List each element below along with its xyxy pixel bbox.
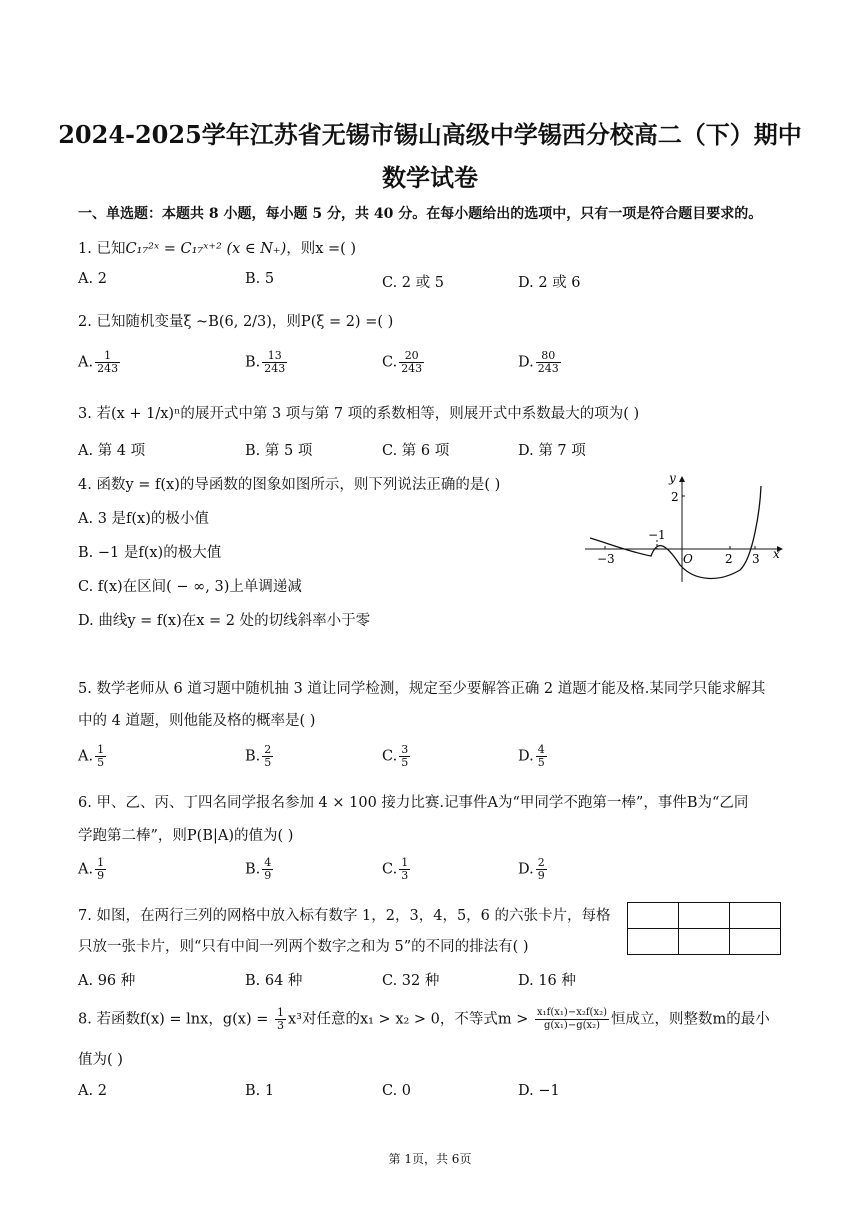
grid-cell <box>730 903 781 929</box>
q3-option-d: D. 第 7 项 <box>518 443 586 459</box>
q5-option-c: C. $\frac{3}{5}$ <box>382 743 409 769</box>
graph-label-3: 3 <box>752 552 760 566</box>
q5-option-d: D. $\frac{4}{5}$ <box>518 743 545 769</box>
q2-option-a: A. $\frac{1}{243}$ <box>78 349 119 375</box>
graph-label-origin: O <box>683 552 693 566</box>
q4-option-b: B. −1 是f(x)的极大值 <box>78 545 222 561</box>
q1-suffix: ，则x =( ) <box>286 241 357 257</box>
q1-option-c: C. 2 或 5 <box>382 275 444 291</box>
q1-option-d: D. 2 或 6 <box>518 275 581 291</box>
q7-option-b: B. 64 种 <box>245 973 303 989</box>
question-5-line-1: 5. 数学老师从 6 道习题中随机抽 3 道让同学检测，规定至少要解答正确 2 道题才能及格.某同学只能求解其 <box>78 681 766 697</box>
q4-option-c: C. f(x)在区间( − ∞, 3)上单调递减 <box>78 579 302 595</box>
q8-option-a: A. 2 <box>78 1083 107 1099</box>
q1-option-a: A. 2 <box>78 271 107 287</box>
question-1 <box>78 237 356 258</box>
question-6-line-2: 学跑第二棒”，则P(B|A)的值为( ) <box>78 828 294 844</box>
q7-option-d: D. 16 种 <box>518 973 576 989</box>
q5-option-b: B. $\frac{2}{5}$ <box>245 743 272 769</box>
q2-option-c: C. $\frac{20}{243}$ <box>382 349 423 375</box>
y-axis-arrow <box>679 476 685 482</box>
question-4: 4. 函数y = f(x)的导函数的图象如图所示，则下列说法正确的是( ) <box>78 477 501 493</box>
q8-option-b: B. 1 <box>245 1083 275 1099</box>
q6-option-a: A. $\frac{1}{9}$ <box>78 856 105 882</box>
question-5-line-2: 中的 4 道题，则他能及格的概率是( ) <box>78 713 316 729</box>
question-3: 3. 若(x + 1/x)ⁿ的展开式中第 3 项与第 7 项的系数相等，则展开式中系数最大的项为( ) <box>78 406 640 422</box>
q1-expr: C₁₇²ˣ = C₁₇ˣ⁺² (x ∈ N₊) <box>125 241 287 257</box>
grid-cell <box>679 929 730 955</box>
q6-option-b: B. $\frac{4}{9}$ <box>245 856 272 882</box>
title-line-1: 2024-2025学年江苏省无锡市锡山高级中学锡西分校高二（下）期中 <box>58 120 802 149</box>
question-8-line-1: 8. 若函数f(x) = lnx，g(x) = $\frac{1}{3}$ x³对任意的x₁ > x₂ > 0，不等式m > $\frac{\text{x₁f(x₁)−x₂f(x₂)}}{\text{g(x₁)−g(x₂)}}$ 恒成立，则整数m的最小 <box>78 1006 770 1032</box>
page-footer: 第 1页，共 6页 <box>388 1152 472 1166</box>
card-grid <box>627 902 781 955</box>
graph-label-y: y <box>669 471 676 485</box>
grid-cell <box>679 903 730 929</box>
q8-option-d: D. −1 <box>518 1083 560 1099</box>
graph-label-2y: 2 <box>671 490 679 504</box>
question-6-line-1: 6. 甲、乙、丙、丁四名同学报名参加 4 × 100 接力比赛.记事件A为“甲同学不跑第一棒”，事件B为“乙同 <box>78 795 749 811</box>
derivative-graph <box>585 470 785 590</box>
q1-option-b: B. 5 <box>245 271 275 287</box>
q5-option-a: A. $\frac{1}{5}$ <box>78 743 105 769</box>
q7-option-c: C. 32 种 <box>382 973 440 989</box>
q3-option-b: B. 第 5 项 <box>245 443 313 459</box>
q8-option-c: C. 0 <box>382 1083 412 1099</box>
graph-label-2x: 2 <box>725 552 733 566</box>
question-7-line-2: 只放一张卡片，则“只有中间一列两个数字之和为 5”的不同的排法有( ) <box>78 939 529 955</box>
q1-prefix: 1. 已知 <box>78 241 126 257</box>
q3-option-a: A. 第 4 项 <box>78 443 146 459</box>
question-8-line-2: 值为( ) <box>78 1052 123 1068</box>
section-heading: 一、单选题：本题共 8 小题，每小题 5 分，共 40 分。在每小题给出的选项中，只有一项是符合题目要求的。 <box>78 206 763 222</box>
graph-label-neg1: −1 <box>648 528 666 542</box>
q6-option-d: D. $\frac{2}{9}$ <box>518 856 545 882</box>
q2-option-b: B. $\frac{13}{243}$ <box>245 349 286 375</box>
grid-cell <box>730 929 781 955</box>
question-7-line-1: 7. 如图，在两行三列的网格中放入标有数字 1，2，3，4，5，6 的六张卡片，每格 <box>78 908 611 924</box>
q3-option-c: C. 第 6 项 <box>382 443 450 459</box>
q4-option-a: A. 3 是f(x)的极小值 <box>78 511 209 527</box>
q7-option-a: A. 96 种 <box>78 973 136 989</box>
title-line-2: 数学试卷 <box>382 163 478 192</box>
question-2: 2. 已知随机变量ξ ~B(6, 2/3)，则P(ξ = 2) =( ) <box>78 314 394 330</box>
grid-cell <box>628 929 679 955</box>
q4-option-d: D. 曲线y = f(x)在x = 2 处的切线斜率小于零 <box>78 613 371 629</box>
grid-cell <box>628 903 679 929</box>
graph-label-neg3: −3 <box>597 552 615 566</box>
graph-label-x: x <box>773 547 780 561</box>
q6-option-c: C. $\frac{1}{3}$ <box>382 856 409 882</box>
q2-option-d: D. $\frac{80}{243}$ <box>518 349 559 375</box>
